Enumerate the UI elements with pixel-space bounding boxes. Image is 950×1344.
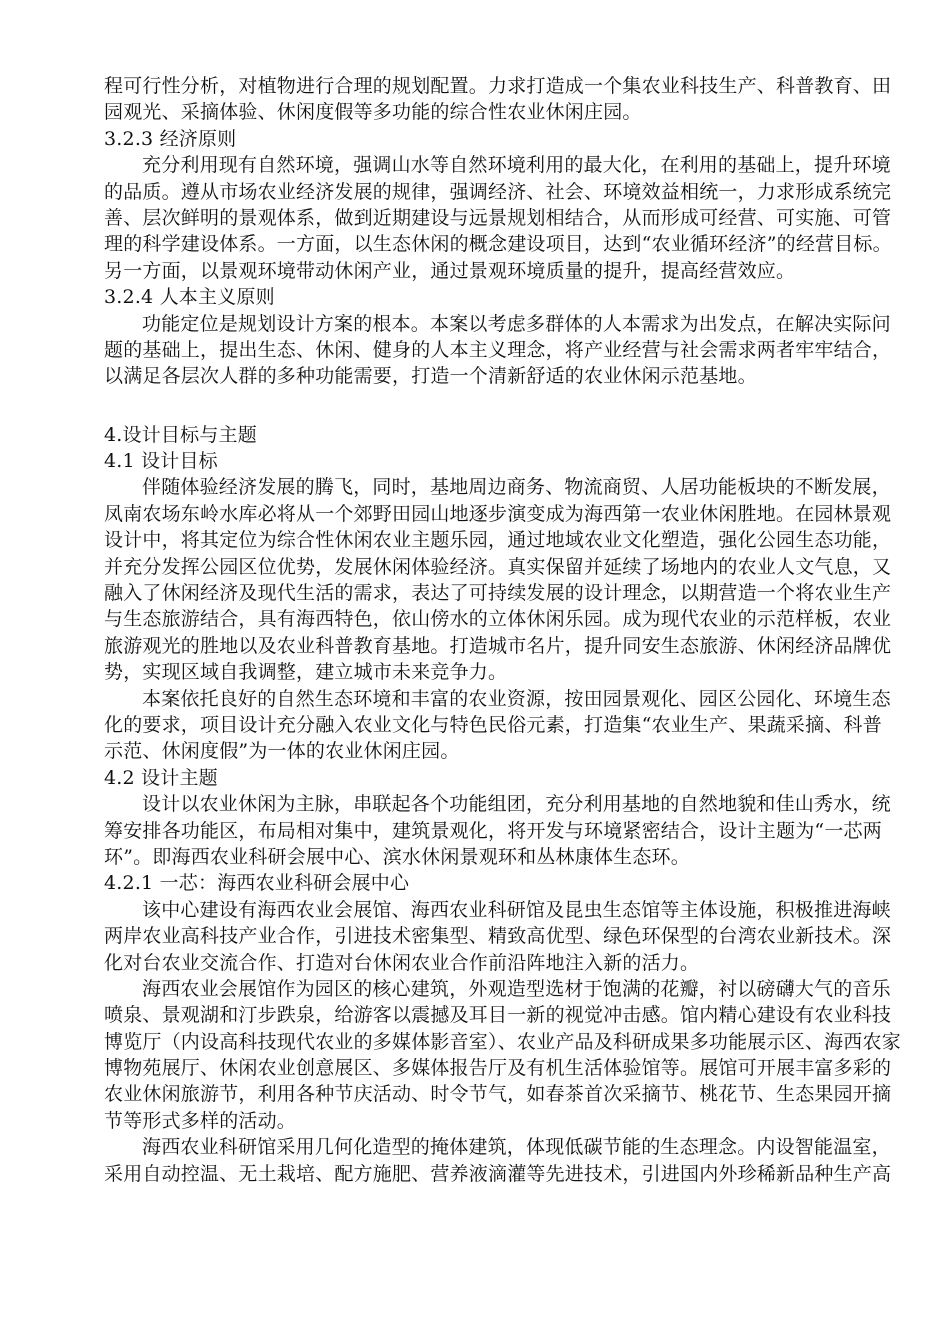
text-line: 两岸农业高科技产业合作，引进技术密集型、精致高优型、绿色环保型的台湾农业新技术。深 bbox=[104, 925, 892, 948]
text-line: 采用自动控温、无土栽培、配方施肥、营养液滴灌等先进技术，引进国内外珍稀新品种生产高 bbox=[104, 1162, 892, 1185]
section-heading bbox=[104, 284, 890, 310]
text-line: 示范、休闲度假”为一体的农业休闲庄园。 bbox=[104, 740, 460, 763]
text-line: 与生态旅游结合，具有海西特色，依山傍水的立体休闲乐园。成为现代农业的示范样板，农业 bbox=[104, 608, 892, 631]
text-line: 善、层次鲜明的景观体系，做到近期建设与远景规划相结合，从而形成可经营、可实施、可管 bbox=[104, 206, 892, 229]
paragraph bbox=[104, 686, 890, 765]
heading-text: 3.2.4 人本主义原则 bbox=[104, 286, 275, 309]
text-line: 伴随体验经济发展的腾飞，同时，基地周边商务、物流商贸、人居功能板块的不断发展， bbox=[142, 476, 891, 499]
paragraph bbox=[104, 1134, 890, 1187]
text-line: 农业休闲旅游节，利用各种节庆活动、时令节气，如春茶首次采摘节、桃花节、生态果园开摘 bbox=[104, 1083, 892, 1106]
section-heading bbox=[104, 448, 890, 474]
paragraph bbox=[104, 474, 890, 685]
section-heading bbox=[104, 422, 890, 448]
text-line: 理的科学建设体系。一方面，以生态休闲的概念建设项目，达到“农业循环经济”的经营目标。 bbox=[104, 233, 892, 256]
text-line: 功能定位是规划设计方案的根本。本案以考虑多群体的人本需求为出发点，在解决实际问 bbox=[142, 312, 891, 335]
heading-text: 4.2 设计主题 bbox=[104, 766, 218, 789]
text-line: 充分利用现有自然环境，强调山水等自然环境利用的最大化，在利用的基础上，提升环境 bbox=[142, 154, 891, 177]
heading-text: 4.设计目标与主题 bbox=[104, 423, 257, 446]
paragraph bbox=[104, 897, 890, 976]
text-line: 另一方面，以景观环境带动休闲产业，通过景观环境质量的提升，提高经营效应。 bbox=[104, 259, 796, 282]
heading-text: 3.2.3 经济原则 bbox=[104, 127, 237, 150]
heading-text: 4.2.1 一芯：海西农业科研会展中心 bbox=[104, 872, 410, 895]
paragraph bbox=[104, 152, 890, 284]
text-line: 博物苑展厅、休闲农业创意展区、多媒体报告厅及有机生活体验馆等。展馆可开展丰富多彩的 bbox=[104, 1057, 892, 1080]
text-line: 设计中，将其定位为综合性休闲农业主题乐园，通过地域农业文化塑造，强化公园生态功能， bbox=[104, 529, 892, 552]
text-line: 喷泉、景观湖和汀步跌泉，给游客以震撼及耳目一新的视觉冲击感。馆内精心建设有农业科技 bbox=[104, 1004, 892, 1027]
text-line: 以满足各层次人群的多种功能需要，打造一个清新舒适的农业休闲示范基地。 bbox=[104, 365, 757, 388]
text-line: 题的基础上，提出生态、休闲、健身的人本主义理念，将产业经营与社会需求两者牢牢结合， bbox=[104, 338, 892, 361]
text-line: 海西农业会展馆作为园区的核心建筑，外观造型选材于饱满的花瓣，衬以磅礴大气的音乐 bbox=[142, 977, 891, 1000]
document-body bbox=[104, 73, 901, 1187]
section-heading bbox=[104, 870, 890, 896]
text-line: 环”。即海西农业科研会展中心、滨水休闲景观环和丛林康体生态环。 bbox=[104, 845, 690, 868]
text-line: 筹安排各功能区，布局相对集中，建筑景观化，将开发与环境紧密结合，设计主题为“一芯两 bbox=[104, 819, 882, 842]
text-line: 凤南农场东岭水库必将从一个郊野田园山地逐步演变成为海西第一农业休闲胜地。在园林景观 bbox=[104, 502, 892, 525]
text-line: 园观光、采摘体验、休闲度假等多功能的综合性农业休闲庄园。 bbox=[104, 101, 642, 124]
text-line: 化对台农业交流合作、打造对台休闲农业合作前沿阵地注入新的活力。 bbox=[104, 951, 700, 974]
text-line: 势，实现区域自我调整，建立城市未来竞争力。 bbox=[104, 661, 508, 684]
heading-text: 4.1 设计目标 bbox=[104, 450, 218, 473]
section-heading bbox=[104, 126, 890, 152]
text-line: 本案依托良好的自然生态环境和丰富的农业资源，按田园景观化、园区公园化、环境生态 bbox=[142, 687, 891, 710]
text-line: 海西农业科研馆采用几何化造型的掩体建筑，体现低碳节能的生态理念。内设智能温室， bbox=[142, 1136, 891, 1159]
text-line: 程可行性分析，对植物进行合理的规划配置。力求打造成一个集农业科技生产、科普教育、田 bbox=[104, 75, 892, 97]
paragraph-gap bbox=[104, 390, 890, 422]
text-line: 化的要求，项目设计充分融入农业文化与特色民俗元素，打造集“农业生产、果蔬采摘、科普 bbox=[104, 713, 882, 736]
text-line: 节等形式多样的活动。 bbox=[104, 1109, 297, 1132]
text-line: 并充分发挥公园区位优势，发展休闲体验经济。真实保留并延续了场地内的农业人文气息，又 bbox=[104, 555, 892, 578]
text-line: 融入了休闲经济及现代生活的需求，表达了可持续发展的设计理念，以期营造一个将农业生产 bbox=[104, 582, 892, 605]
paragraph bbox=[104, 311, 890, 390]
text-line: 旅游观光的胜地以及农业科普教育基地。打造城市名片，提升同安生态旅游、休闲经济品牌优 bbox=[104, 634, 892, 657]
text-line: 该中心建设有海西农业会展馆、海西农业科研馆及昆虫生态馆等主体设施，积极推进海峡 bbox=[142, 898, 891, 921]
paragraph bbox=[104, 791, 890, 870]
paragraph bbox=[104, 73, 890, 126]
section-heading bbox=[104, 765, 890, 791]
text-line: 的品质。遵从市场农业经济发展的规律，强调经济、社会、环境效益相统一，力求形成系统完 bbox=[104, 180, 892, 203]
paragraph bbox=[104, 976, 901, 1134]
text-line: 博览厅（内设高科技现代农业的多媒体影音室）、农业产品及科研成果多功能展示区、海西农家 bbox=[104, 1030, 901, 1053]
text-line: 设计以农业休闲为主脉，串联起各个功能组团，充分利用基地的自然地貌和佳山秀水，统 bbox=[142, 793, 891, 816]
